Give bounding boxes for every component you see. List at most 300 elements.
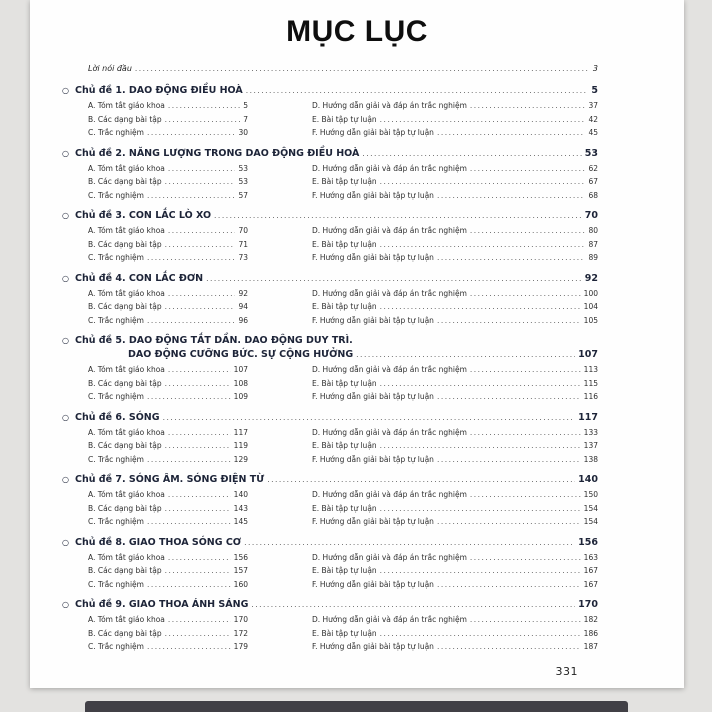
entry-page: 68 <box>588 190 598 200</box>
dots-leader <box>356 348 575 362</box>
dots-leader <box>147 453 231 467</box>
entries-columns <box>88 363 598 404</box>
dots-leader <box>163 411 576 425</box>
chapter-page: 92 <box>584 272 598 284</box>
entries-right <box>312 224 598 265</box>
dots-leader <box>135 62 590 75</box>
page-title: MỤC LỤC <box>286 15 428 48</box>
toc-entry <box>88 113 248 127</box>
toc-chapter <box>62 598 598 654</box>
entry-label: C. Trắc nghiệm <box>88 517 144 526</box>
bottom-dark-bar <box>85 701 628 712</box>
entry-label: A. Tóm tắt giáo khoa <box>88 163 165 173</box>
dots-leader <box>165 300 236 314</box>
entries-columns <box>88 551 598 592</box>
dots-leader <box>168 613 231 627</box>
entry-label: F. Hướng dẫn giải bài tập tự luận <box>312 190 434 200</box>
dots-leader <box>470 99 586 113</box>
chapter-bullet-icon: ○ <box>62 148 69 158</box>
chapter-bullet-icon: ○ <box>62 412 69 422</box>
entry-page: 138 <box>583 454 598 464</box>
chapter-heading-line1 <box>62 411 598 425</box>
toc-entry <box>88 287 248 301</box>
toc-entry <box>88 189 248 203</box>
toc-entry <box>312 162 598 176</box>
entry-label: D. Hướng dẫn giải và đáp án trắc nghiệm <box>312 490 467 499</box>
toc-entry <box>88 126 248 140</box>
dots-leader <box>380 564 581 578</box>
chapter-title: Chủ đề 2. NĂNG LƯỢNG TRONG DAO ĐỘNG ĐIỀU HOÀ <box>75 147 360 159</box>
entry-label: D. Hướng dẫn giải và đáp án trắc nghiệm <box>312 552 467 562</box>
toc-content <box>30 0 684 688</box>
toc-entry <box>312 113 598 127</box>
entry-label: E. Bài tập tự luận <box>312 302 377 311</box>
toc-entry <box>312 126 598 140</box>
toc-entry <box>88 314 248 328</box>
entries-columns <box>88 426 598 467</box>
entry-page: 30 <box>238 128 248 137</box>
dots-leader <box>437 390 581 404</box>
toc-entry <box>312 627 598 641</box>
toc-entry <box>312 189 598 203</box>
entry-label: E. Bài tập tự luận <box>312 441 377 450</box>
toc-entry <box>312 390 598 404</box>
entry-label: A. Tóm tắt giáo khoa <box>88 101 165 110</box>
entry-page: 119 <box>233 441 248 450</box>
entry-page: 167 <box>583 579 598 589</box>
toc-entry <box>312 564 598 578</box>
toc-chapter-list <box>62 84 598 654</box>
entries-left <box>88 224 248 265</box>
entries-right <box>312 488 598 529</box>
entry-label: C. Trắc nghiệm <box>88 253 144 262</box>
dots-leader <box>165 564 231 578</box>
dots-leader <box>168 488 231 502</box>
toc-entry <box>88 439 248 453</box>
entry-page: 5 <box>243 101 248 110</box>
entry-page: 145 <box>233 517 248 526</box>
entry-label: A. Tóm tắt giáo khoa <box>88 427 165 437</box>
chapter-page: 140 <box>578 474 598 485</box>
chapter-title: Chủ đề 9. GIAO THOA ÁNH SÁNG <box>75 599 249 610</box>
entry-page: 160 <box>233 579 248 589</box>
entry-page: 94 <box>238 302 248 311</box>
entry-page: 170 <box>233 615 248 624</box>
entries-left <box>88 551 248 592</box>
entries-columns <box>88 99 598 140</box>
entry-page: 117 <box>233 427 248 437</box>
dots-leader <box>168 287 236 301</box>
dots-leader <box>380 377 581 391</box>
entries-right <box>312 426 598 467</box>
entry-page: 150 <box>583 490 598 499</box>
dots-leader <box>168 551 231 565</box>
entry-page: 115 <box>583 378 598 388</box>
entries-left <box>88 613 248 654</box>
toc-entry <box>88 613 248 627</box>
chapter-page: 53 <box>584 147 598 159</box>
entry-label: E. Bài tập tự luận <box>312 503 377 513</box>
chapter-title2: DAO ĐỘNG CƯỠNG BỨC. SỰ CỘNG HƯỞNG <box>128 349 354 360</box>
entry-page: 108 <box>233 378 248 388</box>
toc-page <box>30 0 684 688</box>
entry-label: E. Bài tập tự luận <box>312 628 377 638</box>
chapter-bullet-icon: ○ <box>62 600 69 609</box>
toc-chapter <box>62 473 598 529</box>
entry-label: A. Tóm tắt giáo khoa <box>88 615 165 624</box>
dots-leader <box>165 502 231 516</box>
entries-right <box>312 551 598 592</box>
entry-page: 100 <box>583 288 598 298</box>
entry-label: D. Hướng dẫn giải và đáp án trắc nghiệm <box>312 427 467 437</box>
chapter-heading-line1 <box>62 272 598 286</box>
dots-leader <box>437 314 581 328</box>
toc-entry <box>88 162 248 176</box>
toc-entry <box>88 300 248 314</box>
toc-entry <box>88 363 248 377</box>
toc-entry <box>88 175 248 189</box>
toc-chapter <box>62 84 598 140</box>
toc-entry <box>312 287 598 301</box>
entry-label: A. Tóm tắt giáo khoa <box>88 226 165 235</box>
entry-page: 186 <box>583 628 598 638</box>
chapter-heading-line1 <box>62 536 598 550</box>
entry-label: E. Bài tập tự luận <box>312 177 377 186</box>
entry-label: E. Bài tập tự luận <box>312 566 377 575</box>
dots-leader <box>147 126 236 140</box>
entry-page: 154 <box>583 503 598 513</box>
entry-page: 62 <box>588 163 598 173</box>
toc-entry <box>88 515 248 529</box>
entry-page: 163 <box>583 552 598 562</box>
entry-label: C. Trắc nghiệm <box>88 315 144 325</box>
entry-label: F. Hướng dẫn giải bài tập tự luận <box>312 128 434 137</box>
entry-page: 92 <box>238 288 248 298</box>
entry-page: 67 <box>588 177 598 186</box>
chapter-heading-line1 <box>62 473 598 487</box>
toc-chapter <box>62 411 598 467</box>
toc-entry <box>88 390 248 404</box>
entry-page: 107 <box>233 365 248 374</box>
entries-columns <box>88 287 598 328</box>
toc-entry <box>312 224 598 238</box>
entry-page: 116 <box>583 392 598 401</box>
toc-entry <box>312 314 598 328</box>
entry-label: F. Hướng dẫn giải bài tập tự luận <box>312 454 434 464</box>
entries-left <box>88 488 248 529</box>
entry-page: 70 <box>238 226 248 235</box>
preface-row <box>88 62 598 75</box>
dots-leader <box>437 126 586 140</box>
chapter-title: Chủ đề 4. CON LẮC ĐƠN <box>75 272 204 284</box>
entries-right <box>312 613 598 654</box>
entry-label: C. Trắc nghiệm <box>88 642 144 651</box>
entry-label: F. Hướng dẫn giải bài tập tự luận <box>312 579 434 589</box>
entry-page: 80 <box>588 226 598 235</box>
dots-leader <box>362 147 581 161</box>
dots-leader <box>470 287 581 301</box>
chapter-title: Chủ đề 5. DAO ĐỘNG TẮT DẦN. DAO ĐỘNG DUY TRÌ. <box>75 335 353 346</box>
chapter-title: Chủ đề 6. SÓNG <box>75 411 160 423</box>
chapter-page: 70 <box>584 210 598 221</box>
entry-label: F. Hướng dẫn giải bài tập tự luận <box>312 517 434 526</box>
toc-chapter <box>62 272 598 328</box>
entries-left <box>88 99 248 140</box>
entry-label: B. Các dạng bài tập <box>88 441 162 450</box>
toc-entry <box>88 502 248 516</box>
entries-right <box>312 162 598 203</box>
entry-page: 133 <box>583 427 598 437</box>
dots-leader <box>165 238 236 252</box>
entries-right <box>312 99 598 140</box>
toc-entry <box>312 488 598 502</box>
entries-columns <box>88 162 598 203</box>
entry-label: B. Các dạng bài tập <box>88 114 162 124</box>
chapter-title: Chủ đề 1. DAO ĐỘNG ĐIỀU HOÀ <box>75 85 243 96</box>
entries-right <box>312 363 598 404</box>
entry-page: 156 <box>233 552 248 562</box>
toc-entry <box>88 224 248 238</box>
entry-page: 109 <box>233 392 248 401</box>
toc-entry <box>88 377 248 391</box>
toc-entry <box>312 613 598 627</box>
entries-columns <box>88 613 598 654</box>
entry-page: 89 <box>588 253 598 262</box>
toc-entry <box>312 439 598 453</box>
entry-page: 45 <box>588 128 598 137</box>
entry-page: 96 <box>238 315 248 325</box>
dots-leader <box>165 113 241 127</box>
chapter-bullet-icon: ○ <box>62 537 69 547</box>
toc-entry <box>312 175 598 189</box>
dots-leader <box>251 598 575 612</box>
entries-columns <box>88 224 598 265</box>
entry-label: D. Hướng dẫn giải và đáp án trắc nghiệm <box>312 288 467 298</box>
dots-leader <box>206 272 582 286</box>
toc-chapter <box>62 536 598 592</box>
entry-label: F. Hướng dẫn giải bài tập tự luận <box>312 315 434 325</box>
chapter-page: 5 <box>591 85 598 96</box>
entry-label: B. Các dạng bài tập <box>88 378 162 388</box>
chapter-bullet-icon: ○ <box>62 211 69 220</box>
dots-leader <box>437 251 586 265</box>
entry-label: D. Hướng dẫn giải và đáp án trắc nghiệm <box>312 163 467 173</box>
page-number: 331 <box>555 665 578 678</box>
toc-entry <box>312 300 598 314</box>
dots-leader <box>437 578 581 592</box>
entry-label: B. Các dạng bài tập <box>88 503 162 513</box>
entry-page: 129 <box>233 454 248 464</box>
entry-label: B. Các dạng bài tập <box>88 177 162 186</box>
chapter-page: 170 <box>578 599 598 610</box>
entry-page: 53 <box>238 177 248 186</box>
toc-entry <box>312 502 598 516</box>
toc-entry <box>312 551 598 565</box>
dots-leader <box>470 426 581 440</box>
toc-entry <box>312 578 598 592</box>
dots-leader <box>470 613 581 627</box>
toc-entry <box>312 363 598 377</box>
dots-leader <box>165 627 231 641</box>
dots-leader <box>267 473 575 487</box>
entry-page: 137 <box>583 441 598 450</box>
entries-left <box>88 363 248 404</box>
entry-label: D. Hướng dẫn giải và đáp án trắc nghiệm <box>312 615 467 624</box>
dots-leader <box>380 439 581 453</box>
dots-leader <box>147 515 231 529</box>
entry-page: 167 <box>583 566 598 575</box>
entry-page: 7 <box>243 114 248 124</box>
toc-entry <box>88 627 248 641</box>
dots-leader <box>380 627 581 641</box>
chapter-heading-line1 <box>62 598 598 612</box>
chapter-page: 117 <box>578 411 598 423</box>
dots-leader <box>147 640 231 654</box>
entry-label: C. Trắc nghiệm <box>88 392 144 401</box>
chapter-heading-line1 <box>62 209 598 223</box>
entry-label: D. Hướng dẫn giải và đáp án trắc nghiệm <box>312 226 467 235</box>
toc-entry <box>312 640 598 654</box>
toc-chapter <box>62 209 598 265</box>
toc-entry <box>312 453 598 467</box>
dots-leader <box>244 536 575 550</box>
entry-label: F. Hướng dẫn giải bài tập tự luận <box>312 392 434 401</box>
entries-left <box>88 426 248 467</box>
dots-leader <box>165 439 231 453</box>
entry-page: 42 <box>588 114 598 124</box>
toc-entry <box>88 251 248 265</box>
toc-entry <box>88 551 248 565</box>
toc-entry <box>88 99 248 113</box>
entry-page: 172 <box>233 628 248 638</box>
entry-label: E. Bài tập tự luận <box>312 114 377 124</box>
entry-label: B. Các dạng bài tập <box>88 239 162 249</box>
entry-page: 104 <box>583 302 598 311</box>
dots-leader <box>470 363 581 377</box>
chapter-bullet-icon: ○ <box>62 273 69 283</box>
entry-label: C. Trắc nghiệm <box>88 190 144 200</box>
dots-leader <box>147 314 236 328</box>
toc-entry <box>88 453 248 467</box>
entry-page: 157 <box>233 566 248 575</box>
chapter-page: 156 <box>578 536 598 548</box>
dots-leader <box>380 175 586 189</box>
dots-leader <box>147 578 231 592</box>
toc-entry <box>312 377 598 391</box>
dots-leader <box>214 209 582 223</box>
entry-page: 140 <box>233 490 248 499</box>
dots-leader <box>437 515 581 529</box>
toc-entry <box>88 564 248 578</box>
entry-label: A. Tóm tắt giáo khoa <box>88 552 165 562</box>
chapter-title: Chủ đề 8. GIAO THOA SÓNG CƠ <box>75 536 242 548</box>
dots-leader <box>437 189 586 203</box>
entry-page: 143 <box>233 503 248 513</box>
chapter-heading-line1 <box>62 334 598 348</box>
preface-label: Lời nói đầu <box>88 64 132 73</box>
dots-leader <box>147 189 236 203</box>
toc-chapter <box>62 147 598 203</box>
entry-label: B. Các dạng bài tập <box>88 302 162 311</box>
toc-entry <box>88 578 248 592</box>
toc-chapter <box>62 334 598 404</box>
entry-label: D. Hướng dẫn giải và đáp án trắc nghiệm <box>312 101 467 110</box>
toc-entry <box>312 238 598 252</box>
toc-entry <box>88 488 248 502</box>
dots-leader <box>380 502 581 516</box>
dots-leader <box>246 84 589 98</box>
dots-leader <box>437 453 581 467</box>
toc-entry <box>88 640 248 654</box>
entry-page: 179 <box>233 642 248 651</box>
entry-label: B. Các dạng bài tập <box>88 566 162 575</box>
entry-page: 53 <box>238 163 248 173</box>
entry-label: E. Bài tập tự luận <box>312 378 377 388</box>
dots-leader <box>165 175 236 189</box>
dots-leader <box>168 426 231 440</box>
dots-leader <box>165 377 231 391</box>
entry-page: 113 <box>583 365 598 374</box>
entry-page: 87 <box>588 239 598 249</box>
entries-right <box>312 287 598 328</box>
entry-page: 187 <box>583 642 598 651</box>
entries-left <box>88 162 248 203</box>
chapter-heading-line2 <box>128 348 598 362</box>
dots-leader <box>380 300 581 314</box>
entry-label: C. Trắc nghiệm <box>88 128 144 137</box>
entry-page: 73 <box>238 253 248 262</box>
entry-label: F. Hướng dẫn giải bài tập tự luận <box>312 642 434 651</box>
dots-leader <box>470 488 581 502</box>
chapter-title: Chủ đề 7. SÓNG ÂM. SÓNG ĐIỆN TỪ <box>75 474 265 485</box>
entry-label: A. Tóm tắt giáo khoa <box>88 365 165 374</box>
chapter-heading-line1 <box>62 147 598 161</box>
entry-page: 182 <box>583 615 598 624</box>
dots-leader <box>470 224 586 238</box>
dots-leader <box>147 390 231 404</box>
entry-label: A. Tóm tắt giáo khoa <box>88 490 165 499</box>
entry-page: 57 <box>238 190 248 200</box>
entry-page: 71 <box>238 239 248 249</box>
preface-page: 3 <box>592 64 598 73</box>
toc-entry <box>312 251 598 265</box>
dots-leader <box>168 162 236 176</box>
chapter-heading-line1 <box>62 84 598 98</box>
dots-leader <box>380 238 586 252</box>
entry-label: A. Tóm tắt giáo khoa <box>88 288 165 298</box>
entry-label: E. Bài tập tự luận <box>312 239 377 249</box>
toc-entry <box>312 515 598 529</box>
entry-page: 105 <box>583 315 598 325</box>
chapter-title: Chủ đề 3. CON LẮC LÒ XO <box>75 210 212 221</box>
dots-leader <box>470 551 581 565</box>
entry-label: C. Trắc nghiệm <box>88 579 144 589</box>
entry-label: B. Các dạng bài tập <box>88 628 162 638</box>
entry-page: 37 <box>588 101 598 110</box>
entry-label: F. Hướng dẫn giải bài tập tự luận <box>312 253 434 262</box>
entry-page: 154 <box>583 517 598 526</box>
chapter-page: 107 <box>578 349 598 360</box>
entries-left <box>88 287 248 328</box>
toc-entry <box>88 426 248 440</box>
entries-columns <box>88 488 598 529</box>
dots-leader <box>168 363 231 377</box>
entry-label: C. Trắc nghiệm <box>88 454 144 464</box>
chapter-bullet-icon: ○ <box>62 475 69 484</box>
toc-entry <box>88 238 248 252</box>
dots-leader <box>380 113 586 127</box>
chapter-bullet-icon: ○ <box>62 336 69 345</box>
